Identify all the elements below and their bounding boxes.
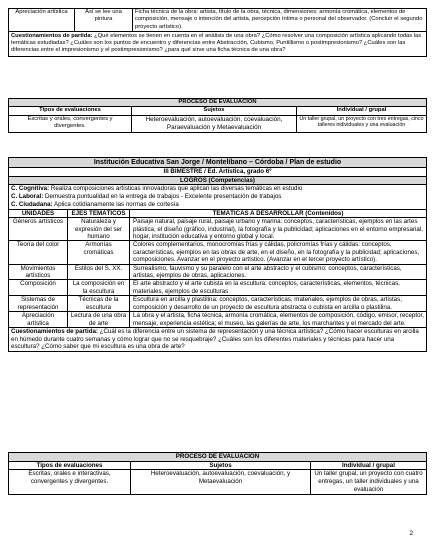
process-header: PROCESO DE EVALUACIÓN — [9, 453, 427, 462]
eval-header-types: Tipos de evaluaciones — [9, 107, 132, 115]
logro-cognitiva — [11, 185, 424, 193]
content-cell: La obra y el artista, ficha técnica, armonía cromática, elementos de composición, código, emisor, receptor, mensaje, experiencia estética; el museo, las galerías de arte, los marchantes y el mercado del arte. — [130, 312, 427, 328]
questions-text: ¿Cuál es la diferencia entre un sistema de representación y una técnica artística? ¿Cómo hacer esculturas en arcilla en húmedo durante cuatro semanas y cómo lograr que no se resquebraje? ¿Cuáles son los diferentes materiales y técnicas para hacer una escultura? ¿Cómo saber que mi escultura es una obra de arte? — [11, 327, 419, 351]
content-cell: Paisaje natural, paisaje rural, paisaje urbano y marina: conceptos, características, ejemplos en las artes plástica, el diseño (gráfico, industrial), la fotografía y la publicidad; aplicaciones en el entorno empresarial, hogar, institución educativa y entorno global y local. — [130, 218, 427, 241]
institution-header: Institución Educativa San Jorge / Montelíbano – Córdoba / Plan de estudio — [9, 158, 427, 168]
content-cell: Escultura en arcilla y plastilina: conceptos, características, materiales, ejemplos de obras, artistas, composición y desarrollo de un proyecto de escultura abstracta o cubista en arcilla o plastilina. — [130, 296, 427, 312]
table-row — [9, 296, 427, 312]
unit-cell: Sistemas de representación — [9, 296, 68, 312]
unit-cell: Apreciación artística — [9, 312, 68, 328]
logro-text: Realiza composiciones artísticas innovadoras que aplican las diversas temáticas en estudio — [49, 185, 303, 193]
logro-text: Demuestra puntualidad en la entrega de trabajos - Excelente presentación de trabajos — [43, 193, 282, 201]
table-row — [9, 312, 427, 328]
logro-laboral — [11, 193, 424, 201]
bottom-plan-table — [8, 157, 427, 352]
eval-header-mode: Individual / grupal — [311, 461, 427, 470]
content-cell: Surrealismo, fauvismo y su paralelo con el arte abstracto y el cubismo: conceptos, características, artistas, ejemplos de obras, aplicaciones. — [130, 264, 427, 280]
unit-cell: Apreciación artística — [9, 9, 75, 32]
logros-header: LOGROS (Competencias) — [9, 176, 427, 185]
unit-cell: Teoría del color — [9, 241, 68, 264]
top-eval-table — [8, 98, 427, 133]
header-units: UNIDADES — [9, 209, 68, 218]
logro-ciudadana — [11, 201, 424, 209]
logro-label: C. Laboral: — [11, 193, 44, 201]
eval-header-types: Tipos de evaluaciones — [9, 461, 131, 470]
eval-header-subjects: Sujetos — [131, 461, 311, 470]
questions-cell — [9, 31, 427, 56]
eval-header-subjects: Sujetos — [132, 107, 297, 115]
topic-cell: Estilos del S. XX. — [68, 264, 130, 280]
header-topics: EJES TEMÁTICOS — [68, 209, 130, 218]
questions-row — [9, 31, 427, 56]
topic-cell: Así se lee una pintura — [75, 9, 133, 32]
content-cell: Ficha técnica de la obra: artista, título de la obra, técnica, dimensiones; armonía cromática, elementos de composición, mensaje o intención del artista, percepción íntima o personal del observador. (Concluir el segundo proyecto artístico). — [133, 9, 427, 32]
logro-label: C. Cognitiva: — [11, 185, 50, 193]
topic-cell: Técnicas de la escultura — [68, 296, 130, 312]
unit-cell: Composición — [9, 280, 68, 296]
eval-types-cell: Escritas y orales, convergentes y divergentes. — [9, 115, 132, 133]
questions-text: ¿Qué elementos se tienen en cuenta en el análisis de una obra? ¿Cómo resolver una composición artística aplicando todas las temáticas estudiadas? ¿Cuáles son los puntos de encuentro y diferencias entre Abstracción, Cubismo, Puntillismo o postimpresionismo? ¿Cuáles son las diferencias entre el impresionismo y el postimpresionismo? ¿para qué sirve una ficha técnica de una obra? — [11, 32, 422, 54]
eval-mode-cell: Un taller grupal, un proyecto con tres entregas, cinco talleres individuales y una evaluación — [297, 115, 427, 133]
questions-cell — [9, 327, 427, 351]
eval-subjects-cell: Heteroevaluación, autoevaluación, coevaluación, y Metaevaluación — [131, 470, 311, 494]
unit-cell: Movimientos artísticos — [9, 264, 68, 280]
table-row — [9, 264, 427, 280]
period-header: III BIMESTRE / Ed. Artística, grado 6º — [9, 168, 427, 177]
questions-label: Cuestionamientos de partida: — [11, 32, 93, 39]
eval-mode-cell: Un taller grupal, un proyecto con cuatro entregas, un taller individuales y una evaluación — [311, 470, 427, 494]
header-contents: TEMÁTICAS A DESARROLLAR (Contenidos) — [130, 209, 427, 218]
page-number: 2 — [409, 530, 413, 537]
table-row — [9, 280, 427, 296]
content-cell: Colores complementarios, monocromías frías y cálidas, policromías frías y cálidas: conceptos, características, ejemplos en las obras de arte, en el diseño, en la fotografía y la publicidad; aplicaciones, composiciones. Avanzar en el proyecto artístico. (Avanzar en el tercer proyecto artístico). — [130, 241, 427, 264]
bottom-eval-table — [8, 452, 427, 495]
logro-text: Aplica cotidianamente las normas de cortesía — [52, 200, 179, 208]
topic-cell: La composición en la escultura — [68, 280, 130, 296]
eval-header-mode: Individual / grupal — [297, 107, 427, 115]
top-plan-table — [8, 8, 427, 57]
logros-cell — [9, 185, 427, 209]
eval-types-cell: Escritas, orales e interactivas, convergentes y divergentes. — [9, 470, 131, 494]
eval-subjects-cell: Heteroevaluación, autoevaluación, coevaluación, Paraevaluación y Metaevaluación — [132, 115, 297, 133]
process-header: PROCESO DE EVALUACIÓN — [9, 99, 427, 107]
table-row — [9, 9, 427, 32]
topic-cell: Naturaleza y expresión del ser humano — [68, 218, 130, 241]
table-row — [9, 218, 427, 241]
unit-cell: Géneros artísticos — [9, 218, 68, 241]
questions-label: Cuestionamientos de partida: — [11, 327, 98, 335]
logro-label: C. Ciudadana: — [11, 200, 53, 208]
topic-cell: Lectura de una obra de arte — [68, 312, 130, 328]
content-cell: El arte abstracto y el arte cubista en la escultura: conceptos, características, elementos, técnicas, materiales, ejemplos de esculturas — [130, 280, 427, 296]
table-row — [9, 241, 427, 264]
topic-cell: Armonías cromáticas — [68, 241, 130, 264]
